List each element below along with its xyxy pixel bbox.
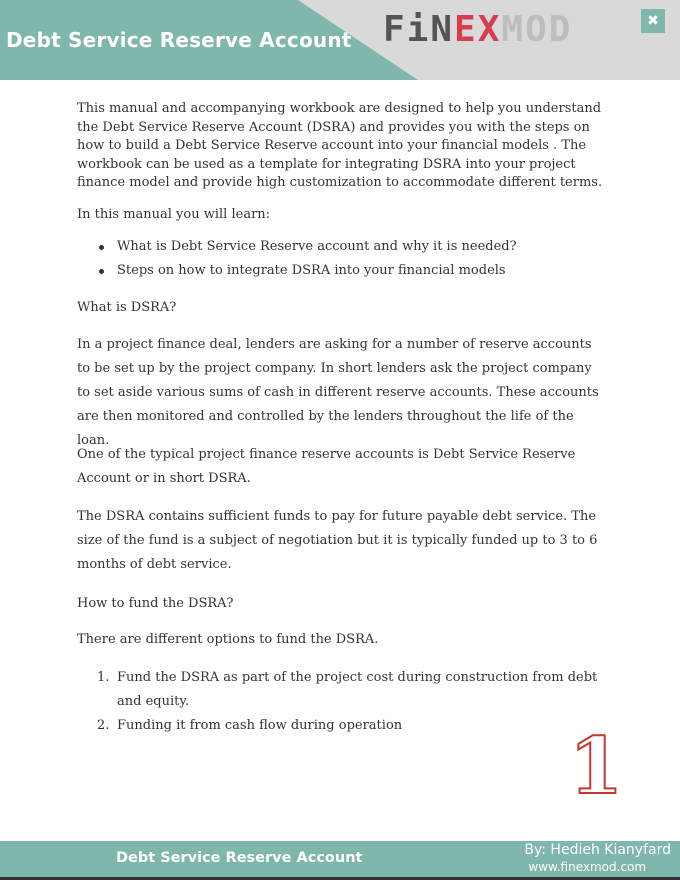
page-footer xyxy=(0,841,680,877)
finexmod-logo xyxy=(383,8,572,52)
option-item xyxy=(77,666,607,714)
footer-url: www.finexmod.com xyxy=(528,860,647,874)
learn-heading: In this manual you will learn: xyxy=(77,207,271,222)
what-heading: What is DSRA? xyxy=(77,300,177,315)
logo-part-fin: FiN xyxy=(383,9,455,50)
option-number: 1. xyxy=(97,670,110,685)
footer-author-block xyxy=(524,842,671,876)
header-title: Debt Service Reserve Account xyxy=(6,28,352,52)
page-header xyxy=(0,0,680,80)
bullet-dot-icon xyxy=(99,269,104,274)
bullet-text: What is Debt Service Reserve account and why it is needed? xyxy=(117,239,517,254)
options-intro: There are different options to fund the DSRA. xyxy=(77,632,379,647)
funding-options-list xyxy=(77,666,607,738)
option-number: 2. xyxy=(97,718,110,733)
paragraph-fund-size: The DSRA contains sufficient funds to pay for future payable debt service. The size of the fund is a subject of negotiation but it is typically funded up to 3 to 6 months of debt service. xyxy=(77,509,598,572)
logo-part-ex: EX xyxy=(454,9,502,50)
bullet-text: Steps on how to integrate DSRA into your financial models xyxy=(117,263,506,278)
fund-heading: How to fund the DSRA? xyxy=(77,596,234,611)
page-number xyxy=(566,725,626,805)
bullet-dot-icon xyxy=(99,245,104,250)
logo-badge-icon: ✖ xyxy=(641,9,665,33)
intro-paragraph: This manual and accompanying workbook are designed to help you understand the Debt Service Reserve Account (DSRA) and provides you with the steps on how to build a Debt Service Reserve account into your financial models . The workbook can be used as a template for integrating DSRA into your project finance model and provide high customization to accommodate different terms. xyxy=(77,101,603,190)
logo-part-mod: MOD xyxy=(501,9,573,50)
option-text: Fund the DSRA as part of the project cost during construction from debt and equity. xyxy=(117,670,598,709)
bullet-item xyxy=(77,235,517,259)
footer-title: Debt Service Reserve Account xyxy=(116,850,363,866)
paragraph-typical-dsra: One of the typical project finance reserve accounts is Debt Service Reserve Account or in short DSRA. xyxy=(77,447,576,486)
learn-bullet-list xyxy=(77,235,517,283)
option-text: Funding it from cash flow during operation xyxy=(117,718,403,733)
page-content xyxy=(77,100,607,733)
page-number-text: 1 xyxy=(568,725,624,805)
paragraph-reserve-accounts: In a project finance deal, lenders are asking for a number of reserve accounts to be set up by the project company. In short lenders ask the project company to set aside various sums of cash in different reserve accounts. These accounts are then monitored and controlled by the lenders throughout the life of the loan. xyxy=(77,337,599,448)
footer-author: By: Hedieh Kianyfard xyxy=(524,842,671,858)
bullet-item xyxy=(77,259,517,283)
option-item xyxy=(77,714,607,738)
